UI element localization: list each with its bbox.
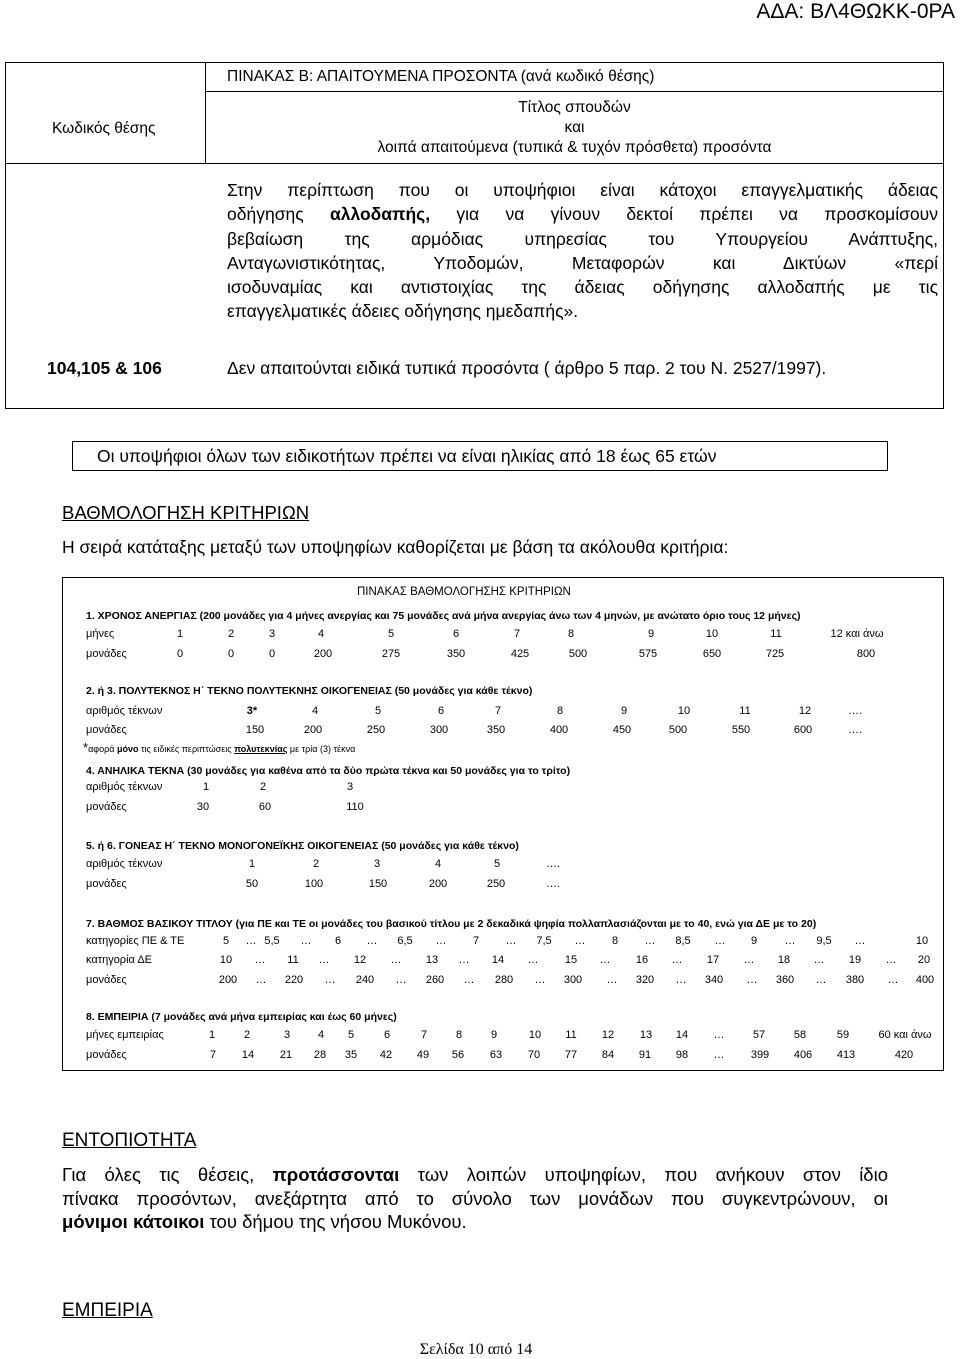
criterion-heading-large-family: 2. ή 3. ΠΟΛΥΤΕΚΝΟΣ Η΄ ΤΕΚΝΟ ΠΟΛΥΤΕΚΝΗΣ ΟΙΚΟΓΕΝΕΙΑΣ (50 μονάδες για κάθε τέκνο) (86, 685, 533, 697)
table-cell: 9 (490, 1029, 498, 1041)
column-header-code: Κωδικός θέσης (52, 120, 156, 137)
table-cell: 11 (287, 954, 299, 966)
footnote-text: με τρία (3) τέκνα (287, 744, 356, 754)
table-cell: … (463, 974, 475, 986)
row-values (0, 704, 960, 718)
table-cell: … (599, 954, 611, 966)
row-values (0, 953, 960, 967)
table-cell: 57 (752, 1029, 766, 1041)
table-cell: 6 (334, 935, 342, 947)
table-cell: 3 (346, 781, 354, 793)
table-cell: 77 (564, 1049, 578, 1061)
table-cell: … (606, 974, 618, 986)
table-cell: … (743, 954, 755, 966)
table-cell: 320 (635, 974, 655, 986)
table-cell: 16 (635, 954, 649, 966)
row-label: μονάδες (86, 878, 127, 890)
table-cell: … (245, 935, 257, 947)
table-cell: 350 (486, 724, 506, 736)
row-label: κατηγορίες ΠΕ & ΤΕ (86, 935, 185, 947)
table-cell: 240 (355, 974, 375, 986)
row-values (0, 800, 960, 814)
table-cell: …. (847, 705, 863, 717)
table-divider (5, 163, 944, 164)
table-cell: 15 (564, 954, 578, 966)
row-values (0, 1028, 960, 1042)
table-cell: … (746, 974, 758, 986)
table-cell: 550 (731, 724, 751, 736)
table-cell: 84 (601, 1049, 615, 1061)
row-label: αριθμός τέκνων (86, 705, 163, 717)
paragraph-bold-text: αλλοδαπής, (329, 204, 431, 224)
table-cell: 300 (429, 724, 449, 736)
position-requirements: Δεν απαιτούνται ειδικά τυπικά προσόντα ( άρθρο 5 παρ. 2 του Ν. 2527/1997). (227, 358, 827, 378)
page-number: Σελίδα 10 από 14 (419, 1341, 533, 1358)
table-cell: … (713, 1029, 725, 1041)
table-cell: 50 (245, 878, 259, 890)
table-cell: 3 (373, 858, 381, 870)
table-cell: 5 (222, 935, 230, 947)
table-cell: 400 (549, 724, 569, 736)
table-cell: 650 (702, 648, 722, 660)
footnote-text: αφορά (88, 744, 117, 754)
row-values (0, 973, 960, 987)
table-cell: 10 (915, 935, 929, 947)
locality-heading: ΕΝΤΟΠΙΟΤΗΤΑ (62, 1130, 197, 1151)
table-cell: … (324, 974, 336, 986)
table-cell: 2 (259, 781, 267, 793)
row-label: κατηγορία ΔΕ (86, 954, 152, 966)
table-cell: 42 (379, 1049, 393, 1061)
paragraph-line (62, 1163, 888, 1187)
table-cell: … (671, 954, 683, 966)
row-values (0, 877, 960, 891)
table-cell: 11 (739, 705, 751, 717)
table-cell: 413 (836, 1049, 856, 1061)
paragraph-text: Για όλες τις θέσεις, (62, 1164, 273, 1185)
degree-units-row (0, 973, 960, 987)
table-cell: 5,5 (264, 935, 280, 947)
scoring-intro: Η σειρά κατάταξης μεταξύ των υποψηφίων καθορίζεται με βάση τα ακόλουθα κριτήρια: (62, 537, 729, 557)
table-cell: 12 και άνω (830, 628, 884, 640)
table-cell: 600 (793, 724, 813, 736)
table-cell: … (254, 954, 266, 966)
table-cell: … (366, 935, 378, 947)
row-label: μήνες εμπειρίας (86, 1029, 164, 1041)
row-label: αριθμός τέκνων (86, 781, 163, 793)
table-cell: 60 (258, 801, 272, 813)
table-cell: 450 (612, 724, 632, 736)
column-header-title-line: λοιπά απαιτούμενα (τυπικά & τυχόν πρόσθετα) προσόντα (377, 139, 772, 156)
table-cell: 5 (387, 628, 395, 640)
age-note: Οι υποψήφιοι όλων των ειδικοτήτων πρέπει να είναι ηλικίας από 18 έως 65 ετών (97, 446, 717, 466)
ada-code: ΑΔΑ: ΒΛ4ΘΩΚΚ-0ΡΑ (756, 0, 955, 23)
row-values (0, 627, 960, 641)
table-cell: 19 (848, 954, 862, 966)
criterion-heading-experience: 8. ΕΜΠΕΙΡΙΑ (7 μονάδες ανά μήνα εμπειρίας και έως 60 μήνες) (86, 1011, 397, 1023)
table-cell: 8 (567, 628, 575, 640)
table-cell: 58 (793, 1029, 807, 1041)
column-header-title-line: Τίτλος σπουδών (518, 99, 631, 116)
table-cell: 10 (677, 705, 691, 717)
table-cell: 13 (425, 954, 439, 966)
table-cell: … (534, 974, 546, 986)
criterion-heading-unemployment: 1. ΧΡΟΝΟΣ ΑΝΕΡΓΙΑΣ (200 μονάδες για 4 μήνες ανεργίας και 75 μονάδες ανά μήνα ανεργίας άνω των 4 μηνών, με ανώτατο όριο τους 12 μήνες) (86, 610, 801, 622)
table-cell: 406 (793, 1049, 813, 1061)
table-cell: 6,5 (397, 935, 413, 947)
table-cell: 8 (455, 1029, 463, 1041)
table-cell: 8 (611, 935, 619, 947)
table-cell: 1 (176, 628, 184, 640)
table-cell: … (784, 935, 796, 947)
experience-heading: ΕΜΠΕΙΡΙΑ (62, 1300, 153, 1321)
table-cell: … (390, 954, 402, 966)
table-cell: 1 (202, 781, 210, 793)
column-header-title-line: και (564, 119, 585, 136)
table-cell: 5 (347, 1029, 355, 1041)
table-cell: …. (847, 724, 863, 736)
footnote-asterisk: * (83, 740, 89, 755)
paragraph-line: βεβαίωση της αρμόδιας υπηρεσίας του Υπουργείου Ανάπτυξης, (227, 229, 938, 249)
paragraph-text: των λοιπών υποψηφίων, που ανήκουν στον ίδιο (399, 1164, 888, 1185)
table-cell: 500 (568, 648, 588, 660)
table-cell: … (318, 954, 330, 966)
table-cell: 6 (452, 628, 460, 640)
minor-children-children-row (0, 780, 960, 794)
criterion-heading-degree: 7. ΒΑΘΜΟΣ ΒΑΣΙΚΟΥ ΤΙΤΛΟΥ (για ΠΕ και ΤΕ οι μονάδες του βασικού τίτλου με 2 δεκαδικά ψηφία πολλαπλασιάζονται με το 40, ενώ για ΔΕ με το 20) (86, 918, 817, 930)
table-cell: 49 (416, 1049, 430, 1061)
row-label: μονάδες (86, 1049, 127, 1061)
table-cell: 360 (775, 974, 795, 986)
table-cell: 150 (245, 724, 265, 736)
criterion-heading-minor-children: 4. ΑΝΗΛΙΚΑ ΤΕΚΝΑ (30 μονάδες για καθένα από τα δύο πρώτα τέκνα και 50 μονάδες για το τρίτο) (86, 765, 571, 777)
table-cell: 14 (241, 1049, 255, 1061)
criterion-heading-single-parent: 5. ή 6. ΓΟΝΕΑΣ Η΄ ΤΕΚΝΟ ΜΟΝΟΓΟΝΕΪΚΗΣ ΟΙΚΟΓΕΝΕΙΑΣ (50 μονάδες για κάθε τέκνο) (86, 840, 519, 852)
table-cell: 4 (311, 705, 319, 717)
table-cell: 28 (313, 1049, 327, 1061)
table-cell: 280 (494, 974, 514, 986)
table-cell: 9,5 (816, 935, 832, 947)
table-cell: 380 (845, 974, 865, 986)
age-note-box (72, 441, 888, 471)
table-cell: 200 (303, 724, 323, 736)
table-cell: 11 (770, 628, 782, 640)
table-cell: 399 (750, 1049, 770, 1061)
table-cell: 2 (312, 858, 320, 870)
table-cell: … (713, 1049, 725, 1061)
table-cell: … (300, 935, 312, 947)
position-codes: 104,105 & 106 (47, 358, 162, 378)
table-cell: 250 (366, 724, 386, 736)
paragraph-line: πίνακα προσόντων, ανεξάρτητα από το σύνολο των μονάδων που συγκεντρώνουν, οι (62, 1188, 888, 1209)
single-parent-units-row (0, 877, 960, 891)
table-cell: 420 (894, 1049, 914, 1061)
table-cell: 14 (491, 954, 505, 966)
table-cell: 7 (472, 935, 480, 947)
table-cell: 300 (563, 974, 583, 986)
single-parent-children-row (0, 857, 960, 871)
large-family-units-row (0, 723, 960, 737)
table-cell: 5 (374, 705, 382, 717)
row-label: μονάδες (86, 974, 127, 986)
row-values (0, 1048, 960, 1062)
table-cell: 59 (836, 1029, 850, 1041)
paragraph-bold-text: προτάσσονται (272, 1164, 400, 1185)
table-cell: 0 (176, 648, 184, 660)
table-cell: 10 (705, 628, 719, 640)
table-cell: 350 (446, 648, 466, 660)
table-cell: … (675, 974, 687, 986)
paragraph-text: οδήγησης (227, 204, 330, 224)
table-cell: … (458, 954, 470, 966)
table-cell: 21 (279, 1049, 293, 1061)
paragraph-line: Ανταγωνιστικότητας, Υποδομών, Μεταφορών και Δικτύων «περί (227, 253, 938, 273)
table-cell: 6 (383, 1029, 391, 1041)
table-cell: 7 (420, 1029, 428, 1041)
table-cell: 275 (381, 648, 401, 660)
table-cell: 2 (227, 628, 235, 640)
criteria-table-title: ΠΙΝΑΚΑΣ ΒΑΘΜΟΛΟΓΗΣΗΣ ΚΡΙΤΗΡΙΩΝ (357, 586, 571, 598)
table-cell: 250 (486, 878, 506, 890)
paragraph-line: ισοδυναμίας και αντιστοιχίας της άδειας οδήγησης αλλοδαπής με τις (227, 277, 938, 297)
table-cell: 3* (246, 705, 258, 717)
table-cell: 3 (283, 1029, 291, 1041)
paragraph-line: Στην περίπτωση που οι υποψήφιοι είναι κάτοχοι επαγγελματικής άδειας (227, 180, 938, 200)
row-label: αριθμός τέκνων (86, 858, 163, 870)
table-cell: … (887, 974, 899, 986)
large-family-children-row (0, 704, 960, 718)
table-cell: 5 (493, 858, 501, 870)
table-cell: 6 (437, 705, 445, 717)
unemployment-months-row (0, 627, 960, 641)
table-cell: 1 (208, 1029, 216, 1041)
table-cell: 3 (268, 628, 276, 640)
minor-children-units-row (0, 800, 960, 814)
table-cell: 2 (243, 1029, 251, 1041)
paragraph-line: επαγγελματικές άδειες οδήγησης ημεδαπής». (227, 301, 579, 321)
table-cell: 200 (218, 974, 238, 986)
table-cell: 500 (668, 724, 688, 736)
table-cell: … (813, 954, 825, 966)
table-cell: 10 (219, 954, 233, 966)
table-cell: … (885, 954, 897, 966)
degree-pe-te-row (0, 934, 960, 948)
table-cell: 8,5 (675, 935, 691, 947)
table-cell: 800 (856, 648, 876, 660)
table-cell: 725 (765, 648, 785, 660)
unemployment-units-row (0, 647, 960, 661)
table-cell: 60 και άνω (878, 1029, 932, 1041)
table-cell: 7 (513, 628, 521, 640)
row-values (0, 780, 960, 794)
table-cell: … (574, 935, 586, 947)
table-cell: 14 (675, 1029, 689, 1041)
row-label: μονάδες (86, 724, 127, 736)
table-cell: 4 (317, 628, 325, 640)
row-label: μονάδες (86, 648, 127, 660)
table-cell: 70 (527, 1049, 541, 1061)
table-cell: … (815, 974, 827, 986)
row-values (0, 934, 960, 948)
table-cell: … (435, 935, 447, 947)
table-cell: 9 (647, 628, 655, 640)
table-cell: … (255, 974, 267, 986)
table-cell: 63 (489, 1049, 503, 1061)
table-cell: …. (545, 858, 561, 870)
table-cell: 91 (638, 1049, 652, 1061)
table-cell: 12 (353, 954, 367, 966)
table-cell: 18 (777, 954, 791, 966)
table-cell: 400 (915, 974, 935, 986)
table-cell: 150 (368, 878, 388, 890)
table-cell: 220 (284, 974, 304, 986)
table-cell: 9 (620, 705, 628, 717)
table-cell: … (854, 935, 866, 947)
row-label: μήνες (86, 628, 115, 640)
table-cell: … (714, 935, 726, 947)
table-cell: 200 (428, 878, 448, 890)
table-cell: 35 (344, 1049, 358, 1061)
table-cell: 11 (565, 1029, 577, 1041)
table-cell: 4 (434, 858, 442, 870)
table-divider (205, 91, 944, 92)
table-cell: 110 (346, 801, 364, 813)
large-family-footnote (83, 741, 355, 756)
table-cell: 7,5 (536, 935, 552, 947)
table-cell: 7 (494, 705, 502, 717)
table-cell: … (644, 935, 656, 947)
table-cell: 20 (917, 954, 931, 966)
paragraph-text: του δήμου της νήσου Μυκόνου. (204, 1211, 467, 1232)
table-cell: 4 (317, 1029, 325, 1041)
table-cell: 56 (451, 1049, 465, 1061)
table-cell: 12 (601, 1029, 615, 1041)
table-cell: 340 (704, 974, 724, 986)
table-cell: 100 (304, 878, 324, 890)
table-cell: 12 (798, 705, 812, 717)
footnote-bold-text: πολυτεκνίας (234, 744, 288, 754)
table-cell: …. (545, 878, 561, 890)
experience-months-row (0, 1028, 960, 1042)
row-values (0, 647, 960, 661)
scoring-heading: ΒΑΘΜΟΛΟΓΗΣΗ ΚΡΙΤΗΡΙΩΝ (62, 502, 310, 523)
row-values (0, 723, 960, 737)
table-cell: 13 (639, 1029, 653, 1041)
table-cell: 9 (750, 935, 758, 947)
table-title: ΠΙΝΑΚΑΣ Β: ΑΠΑΙΤΟΥΜΕΝΑ ΠΡΟΣΟΝΤΑ (ανά κωδικό θέσης) (227, 68, 655, 85)
table-cell: 10 (528, 1029, 542, 1041)
table-cell: 98 (675, 1049, 689, 1061)
row-label: μονάδες (86, 801, 127, 813)
table-cell: … (395, 974, 407, 986)
table-cell: 1 (248, 858, 256, 870)
paragraph-line (62, 1210, 467, 1234)
table-cell: 0 (268, 648, 276, 660)
table-cell: … (527, 954, 539, 966)
table-cell: 200 (313, 648, 333, 660)
table-cell: 8 (556, 705, 564, 717)
paragraph-bold-text: μόνιμοι κάτοικοι (62, 1211, 205, 1232)
table-cell: 7 (209, 1049, 217, 1061)
table-cell: 0 (227, 648, 235, 660)
degree-de-row (0, 953, 960, 967)
table-cell: 260 (425, 974, 445, 986)
row-values (0, 857, 960, 871)
table-cell: 575 (638, 648, 658, 660)
paragraph-line (227, 202, 938, 226)
table-cell: 17 (706, 954, 720, 966)
footnote-text: τις ειδικές περιπτώσεις (138, 744, 235, 754)
table-cell: 425 (510, 648, 530, 660)
experience-units-row (0, 1048, 960, 1062)
paragraph-text: για να γίνουν δεκτοί πρέπει να προσκομίσουν (430, 204, 938, 224)
table-cell: 30 (196, 801, 210, 813)
table-cell: … (505, 935, 517, 947)
footnote-bold-text: μόνο (116, 744, 139, 754)
